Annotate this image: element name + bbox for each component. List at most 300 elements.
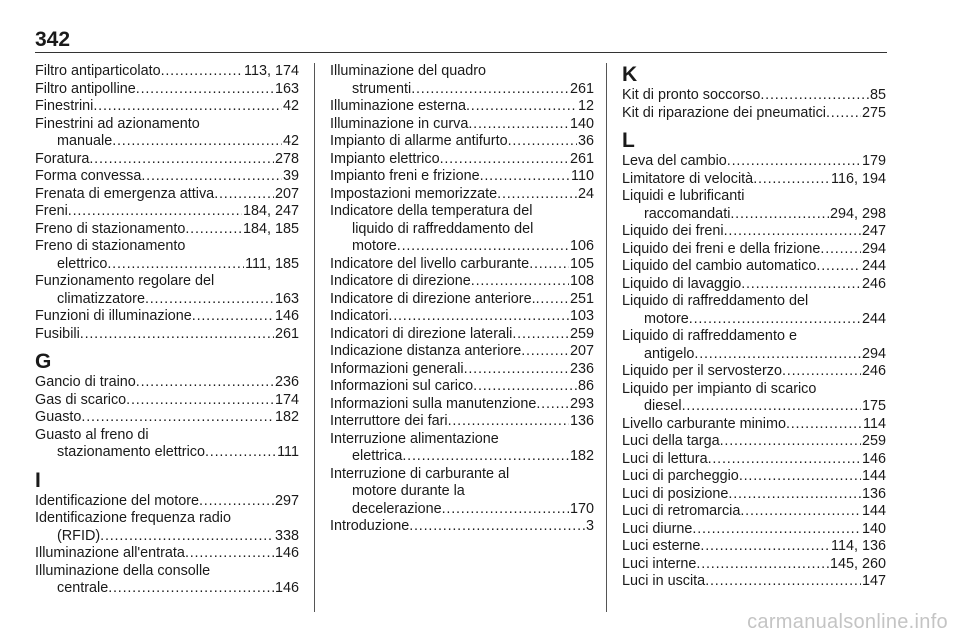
index-entry-line: [622, 556, 886, 574]
index-entry-text: Filtro antiparticolato: [35, 63, 161, 79]
index-entry-text: Interruttore dei fari: [330, 413, 448, 429]
leader-dots: [68, 203, 242, 221]
index-page-ref: 140: [569, 115, 594, 132]
index-entry-text: (RFID): [57, 527, 101, 544]
index-entry-line: [622, 468, 886, 486]
index-page-ref: 111: [277, 444, 299, 460]
index-page-ref: 147: [861, 573, 886, 589]
index-entry-line: [35, 392, 299, 410]
index-entry-line: [622, 311, 886, 329]
index-page-ref: 3: [585, 518, 594, 534]
leader-dots: [700, 538, 830, 556]
index-entry-text: strumenti: [352, 80, 412, 97]
index-entry-text: Forma convessa: [35, 168, 142, 184]
index-page-ref: 113, 174: [244, 63, 299, 79]
index-page-ref: 106: [569, 238, 594, 254]
index-page-ref: 146: [274, 545, 299, 561]
index-entry-line: [622, 206, 886, 224]
index-entry-line: [622, 363, 886, 381]
index-entry-line: [330, 273, 594, 291]
index-entry-text: Impianto di allarme antifurto: [330, 133, 508, 149]
index-entry-line: [330, 81, 594, 99]
index-entry-line: [35, 221, 299, 239]
index-page-ref: 184, 247: [242, 203, 299, 219]
index-entry-line: [35, 168, 299, 186]
index-entry-text: Indicazione distanza anteriore: [330, 343, 522, 359]
header-rule: [35, 52, 887, 53]
index-page-ref: 184, 185: [242, 220, 299, 237]
index-page-ref: 338: [274, 527, 299, 544]
leader-dots: [708, 451, 861, 469]
index-entry-text: stazionamento elettrico: [57, 444, 205, 460]
index-entry-line: [330, 116, 594, 134]
index-page-ref: 146: [861, 450, 886, 467]
index-page-ref: 140: [861, 520, 886, 537]
index-page-ref: 146: [274, 580, 299, 596]
index-page-ref: 174: [274, 391, 299, 408]
index-entry-line: [622, 87, 886, 105]
leader-dots: [388, 308, 569, 326]
leader-dots: [402, 448, 569, 466]
index-entry-line: [35, 427, 299, 445]
index-entry-line: [330, 466, 594, 484]
index-entry-line: [622, 276, 886, 294]
index-page-ref: 261: [274, 325, 299, 342]
leader-dots: [512, 326, 569, 344]
index-entry-line: [622, 381, 886, 399]
index-page-ref: 12: [577, 98, 594, 114]
leader-dots: [480, 168, 570, 186]
index-entry-line: [35, 510, 299, 528]
leader-dots: [397, 238, 569, 256]
index-entry-line: [330, 63, 594, 81]
index-page-ref: 145, 260: [829, 555, 886, 572]
index-entry-line: [330, 378, 594, 396]
leader-dots: [497, 186, 577, 204]
index-entry-text: Introduzione: [330, 518, 410, 534]
leader-dots: [136, 81, 274, 99]
leader-dots: [161, 63, 243, 81]
leader-dots: [696, 556, 829, 574]
index-entry-line: [35, 493, 299, 511]
index-page-ref: 39: [282, 168, 299, 184]
index-page-ref: 111, 185: [245, 255, 299, 272]
index-page-ref: 259: [861, 433, 886, 449]
leader-dots: [720, 433, 861, 451]
index-page-ref: 246: [861, 275, 886, 292]
index-entry-line: [35, 81, 299, 99]
index-entry-line: [622, 153, 886, 171]
index-page-ref: 182: [569, 448, 594, 464]
index-entry-text: Livello carburante minimo: [622, 415, 786, 432]
index-page-ref: 146: [274, 308, 299, 324]
index-page-ref: 179: [861, 153, 886, 169]
index-column-3: [622, 63, 886, 591]
index-entry-line: [35, 580, 299, 598]
index-entry-text: Luci della targa: [622, 433, 720, 449]
index-entry-line: [330, 431, 594, 449]
index-page-ref: 251: [569, 290, 594, 307]
index-entry-text: Impostazioni memorizzate: [330, 185, 498, 202]
index-entry-text: Freno di stazionamento: [35, 238, 186, 254]
index-entry-line: [622, 241, 886, 259]
leader-dots: [89, 151, 274, 169]
index-entry-line: [35, 528, 299, 546]
index-page-ref: 259: [569, 325, 594, 342]
index-page-ref: 294, 298: [829, 205, 886, 222]
index-entry-line: [330, 203, 594, 221]
index-entry-text: raccomandati: [644, 205, 731, 222]
leader-dots: [820, 241, 861, 259]
leader-dots: [728, 486, 861, 504]
index-entry-text: Funzionamento regolare del: [35, 273, 215, 289]
index-page-ref: 244: [861, 310, 886, 327]
index-entry-text: Identificazione del motore: [35, 492, 199, 509]
index-entry-line: [622, 538, 886, 556]
index-entry-text: Leva del cambio: [622, 153, 727, 169]
index-entry-line: [35, 116, 299, 134]
index-entry-text: Freno di stazionamento: [35, 220, 186, 237]
leader-dots: [442, 501, 569, 519]
index-entry-text: centrale: [57, 580, 109, 596]
index-entry-line: [330, 518, 594, 536]
leader-dots: [529, 256, 569, 274]
index-entry-line: [35, 308, 299, 326]
column-divider: [314, 63, 315, 612]
leader-dots: [682, 398, 861, 416]
index-entry-text: manuale: [57, 133, 113, 149]
leader-dots: [141, 168, 282, 186]
index-entry-line: [330, 501, 594, 519]
leader-dots: [739, 468, 861, 486]
leader-dots: [782, 363, 861, 381]
index-entry-line: [330, 168, 594, 186]
leader-dots: [816, 258, 861, 276]
leader-dots: [136, 374, 274, 392]
index-page-ref: 275: [861, 104, 886, 121]
index-entry-text: Luci esterne: [622, 538, 701, 554]
index-entry-line: [622, 503, 886, 521]
index-entry-line: [330, 483, 594, 501]
index-entry-text: Indicatore della temperatura del: [330, 203, 533, 219]
index-page-ref: 246: [861, 363, 886, 379]
index-entry-line: [622, 416, 886, 434]
index-page-ref: 207: [274, 185, 299, 202]
index-entry-text: Frenata di emergenza attiva: [35, 185, 215, 202]
index-entry-text: Finestrini ad azionamento: [35, 115, 200, 132]
index-entry-line: [35, 291, 299, 309]
index-page-ref: 103: [569, 308, 594, 324]
index-entry-line: [330, 448, 594, 466]
index-page-ref: 144: [861, 468, 886, 484]
leader-dots: [107, 256, 244, 274]
index-entry-text: Guasto al freno di: [35, 426, 149, 443]
leader-dots: [93, 98, 282, 116]
index-page-ref: 136: [569, 413, 594, 429]
index-entry-line: [330, 308, 594, 326]
leader-dots: [786, 416, 862, 434]
index-entry-line: [330, 238, 594, 256]
index-entry-text: Luci di posizione: [622, 485, 729, 502]
index-entry-line: [35, 151, 299, 169]
index-entry-line: [622, 171, 886, 189]
index-entry-line: [35, 409, 299, 427]
index-entry-line: [35, 256, 299, 274]
index-entry-text: Identificazione frequenza radio: [35, 510, 232, 526]
leader-dots: [466, 98, 577, 116]
index-page-ref: 24: [577, 185, 594, 202]
leader-dots: [826, 105, 861, 123]
leader-dots: [692, 521, 861, 539]
index-entry-line: [622, 573, 886, 591]
index-page-ref: 108: [569, 273, 594, 289]
index-entry-text: diesel: [644, 398, 682, 414]
index-entry-text: Gas di scarico: [35, 391, 127, 408]
index-entry-line: [330, 396, 594, 414]
leader-dots: [471, 273, 569, 291]
index-page-ref: 110: [571, 168, 594, 184]
index-entry-line: [35, 444, 299, 462]
index-entry-text: Liquido di raffreddamento e: [622, 328, 797, 344]
leader-dots: [80, 326, 274, 344]
index-entry-line: [35, 374, 299, 392]
index-entry-text: Indicatore di direzione: [330, 273, 471, 289]
index-entry-text: Impianto freni e frizione: [330, 168, 480, 184]
index-entry-text: climatizzatore: [57, 290, 145, 307]
index-entry-line: [622, 433, 886, 451]
index-entry-line: [330, 221, 594, 239]
index-page-ref: 247: [861, 223, 886, 239]
index-entry-text: Illuminazione in curva: [330, 115, 469, 132]
index-page-ref: 114, 136: [831, 538, 886, 554]
index-entry-text: Illuminazione del quadro: [330, 63, 486, 79]
index-entry-line: [35, 203, 299, 221]
index-letter-heading: L: [622, 129, 635, 152]
leader-dots: [694, 346, 861, 364]
index-page-ref: 116, 194: [831, 170, 886, 187]
index-entry-text: Indicatori: [330, 308, 389, 324]
leader-dots: [521, 343, 569, 361]
index-entry-line: [330, 186, 594, 204]
index-page-ref: 144: [861, 503, 886, 519]
index-entry-text: Freni: [35, 203, 68, 219]
index-entry-text: Filtro antipolline: [35, 80, 136, 97]
leader-dots: [145, 291, 274, 309]
index-entry-line: [622, 105, 886, 123]
index-column-1: [35, 63, 299, 598]
index-entry-text: Funzioni di illuminazione: [35, 308, 192, 324]
index-entry-line: [622, 521, 886, 539]
index-page-ref: 86: [577, 378, 594, 394]
index-entry-text: Luci in uscita: [622, 573, 706, 589]
index-entry-line: [330, 343, 594, 361]
index-entry-line: [35, 63, 299, 81]
index-entry-text: Illuminazione esterna: [330, 98, 466, 114]
index-page-ref: 207: [569, 343, 594, 359]
index-entry-text: elettrico: [57, 255, 108, 272]
index-letter-heading: K: [622, 63, 638, 86]
leader-dots: [473, 378, 577, 396]
index-entry-text: Luci diurne: [622, 520, 693, 537]
index-page-ref: 236: [274, 374, 299, 390]
leader-dots: [464, 361, 569, 379]
index-entry-line: [35, 273, 299, 291]
index-entry-text: Liquido dei freni e della frizione: [622, 240, 821, 257]
index-entry-text: Indicatori di direzione laterali: [330, 325, 513, 342]
index-entry-text: Informazioni sul carico: [330, 378, 474, 394]
index-entry-line: [622, 258, 886, 276]
index-page-ref: 294: [861, 240, 886, 257]
index-entry-text: Kit di riparazione dei pneumatici: [622, 104, 826, 121]
index-entry-text: motore: [644, 310, 689, 327]
leader-dots: [753, 171, 830, 189]
index-entry-line: [330, 256, 594, 274]
column-divider: [606, 63, 607, 612]
index-entry-line: [35, 98, 299, 116]
index-page-ref: 42: [282, 133, 299, 149]
index-entry-line: [330, 98, 594, 116]
leader-dots: [536, 291, 569, 309]
index-entry-line: [622, 293, 886, 311]
index-page-ref: 297: [274, 492, 299, 509]
leader-dots: [705, 573, 861, 591]
leader-dots: [192, 308, 274, 326]
index-page-ref: 105: [569, 255, 594, 272]
index-entry-text: Fusibili: [35, 325, 80, 342]
index-page-ref: 42: [282, 98, 299, 114]
index-entry-text: Luci interne: [622, 555, 697, 572]
leader-dots: [727, 153, 861, 171]
index-entry-text: Guasto: [35, 409, 82, 425]
index-entry-line: [330, 133, 594, 151]
index-page-ref: 163: [274, 290, 299, 307]
leader-dots: [199, 493, 274, 511]
leader-dots: [536, 396, 569, 414]
leader-dots: [409, 518, 585, 536]
index-page-ref: 261: [569, 150, 594, 167]
index-entry-line: [35, 133, 299, 151]
index-entry-text: Liquido per impianto di scarico: [622, 380, 817, 397]
index-entry-line: [622, 188, 886, 206]
leader-dots: [126, 392, 274, 410]
index-entry-line: [35, 238, 299, 256]
index-entry-text: Informazioni sulla manutenzione: [330, 395, 537, 412]
index-entry-text: Interruzione di carburante al: [330, 465, 510, 482]
index-entry-text: Illuminazione all'entrata: [35, 545, 185, 561]
index-entry-text: Luci di parcheggio: [622, 468, 739, 484]
index-entry-line: [622, 328, 886, 346]
index-entry-line: [330, 291, 594, 309]
index-page-ref: 85: [869, 87, 886, 103]
index-entry-line: [622, 346, 886, 364]
index-entry-line: [622, 451, 886, 469]
index-entry-text: Impianto elettrico: [330, 150, 440, 167]
index-entry-text: Luci di lettura: [622, 450, 708, 467]
index-entry-text: elettrica: [352, 448, 403, 464]
index-letter-heading: I: [35, 468, 41, 492]
leader-dots: [81, 409, 274, 427]
index-page-ref: 293: [569, 395, 594, 412]
index-entry-text: Liquido per il servosterzo: [622, 363, 782, 379]
index-entry-text: Liquido di raffreddamento del: [622, 293, 809, 309]
leader-dots: [508, 133, 577, 151]
leader-dots: [205, 444, 276, 462]
index-entry-text: Indicatore di direzione anteriore.: [330, 290, 536, 307]
watermark: carmanualsonline.info: [747, 611, 948, 633]
index-page-ref: 294: [861, 345, 886, 362]
leader-dots: [741, 276, 861, 294]
index-page-ref: 182: [274, 409, 299, 425]
page-number: 342: [35, 28, 71, 51]
leader-dots: [411, 81, 569, 99]
leader-dots: [448, 413, 569, 431]
index-entry-text: Informazioni generali: [330, 360, 464, 377]
index-entry-line: [330, 151, 594, 169]
index-entry-text: Liquidi e lubrificanti: [622, 188, 745, 204]
index-entry-text: Gancio di traino: [35, 374, 136, 390]
leader-dots: [724, 223, 861, 241]
index-entry-text: liquido di raffreddamento del: [352, 220, 534, 237]
index-page-ref: 261: [569, 80, 594, 97]
index-entry-line: [35, 186, 299, 204]
leader-dots: [185, 221, 242, 239]
index-entry-line: [330, 361, 594, 379]
index-page-ref: 36: [577, 133, 594, 149]
index-entry-text: motore durante la: [352, 483, 465, 499]
index-entry-text: Limitatore di velocità: [622, 170, 754, 187]
index-entry-text: Foratura: [35, 150, 90, 167]
leader-dots: [740, 503, 861, 521]
index-page-ref: 236: [569, 360, 594, 377]
index-page-ref: 136: [861, 485, 886, 502]
index-entry-line: [35, 563, 299, 581]
index-entry-line: [330, 413, 594, 431]
index-entry-line: [330, 326, 594, 344]
index-page-ref: 170: [569, 500, 594, 517]
leader-dots: [440, 151, 569, 169]
index-page-ref: 163: [274, 80, 299, 97]
leader-dots: [108, 580, 274, 598]
leader-dots: [214, 186, 274, 204]
index-entry-text: Indicatore del livello carburante: [330, 255, 530, 272]
index-page-ref: 114: [863, 415, 886, 432]
index-entry-text: Illuminazione della consolle: [35, 562, 211, 579]
leader-dots: [760, 87, 869, 105]
leader-dots: [468, 116, 569, 134]
leader-dots: [730, 206, 829, 224]
index-entry-text: antigelo: [644, 345, 695, 362]
index-entry-line: [622, 486, 886, 504]
index-page-ref: 244: [861, 258, 886, 274]
index-entry-line: [35, 545, 299, 563]
leader-dots: [185, 545, 274, 563]
index-entry-line: [622, 398, 886, 416]
index-entry-text: Luci di retromarcia: [622, 503, 741, 519]
leader-dots: [689, 311, 861, 329]
index-entry-text: Kit di pronto soccorso: [622, 87, 761, 103]
index-page-ref: 175: [861, 398, 886, 414]
index-entry-text: motore: [352, 238, 397, 254]
index-entry-text: Liquido di lavaggio: [622, 275, 742, 292]
index-entry-line: [35, 326, 299, 344]
index-entry-text: Interruzione alimentazione: [330, 430, 499, 447]
index-entry-text: Liquido dei freni: [622, 223, 724, 239]
index-entry-text: decelerazione: [352, 500, 442, 517]
index-page-ref: 278: [274, 150, 299, 167]
index-entry-text: Finestrini: [35, 98, 94, 114]
leader-dots: [100, 528, 274, 546]
index-entry-text: Liquido del cambio automatico: [622, 258, 817, 274]
